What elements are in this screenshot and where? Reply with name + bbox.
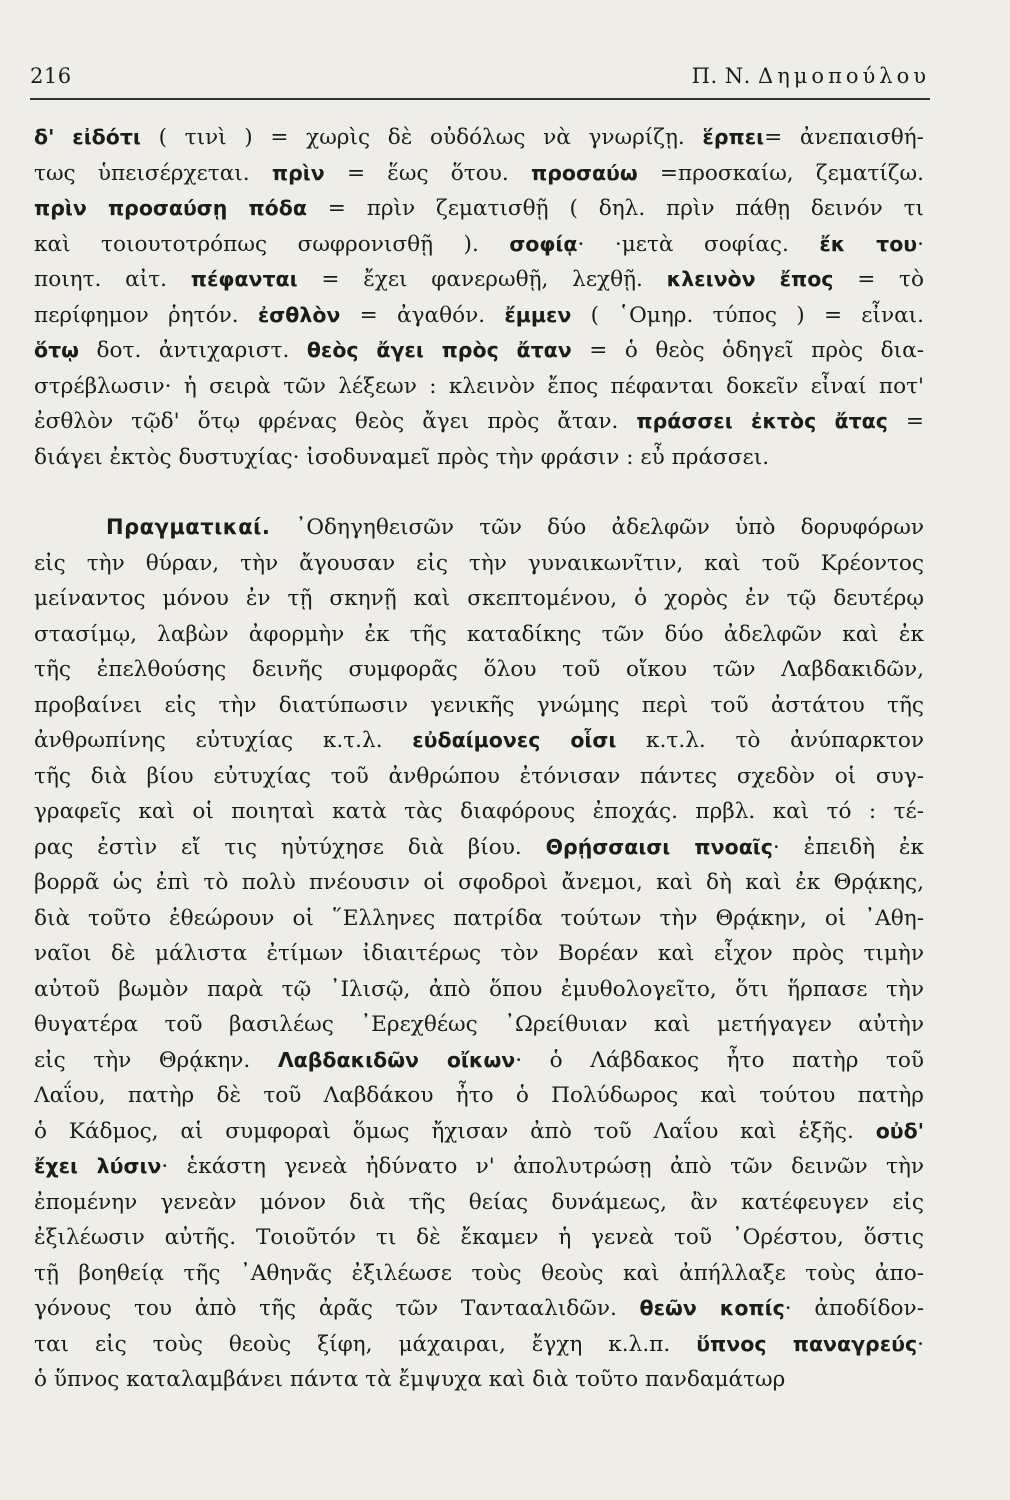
text-run: ρας ἐστὶν εἴ τις ηὐτύχησε διὰ βίου. [34,834,546,860]
text-run: ται εἰς τοὺς θεοὺς ξίφη, μάχαιραι, ἔγχη κ.λ.π. [34,1331,697,1357]
text-run: τῆς διὰ βίου εὐτυχίας τοῦ ἀνθρώπου ἐτόνισαν πάντες σχεδὸν οἱ συγ- [34,763,924,789]
text-run: ναῖοι δὲ μάλιστα ἐτίμων ἰδιαιτέρως τὸν Βορέαν καὶ εἶχον πρὸς τιμὴν [34,941,924,966]
lemma-term: πράσσει ἐκτὸς ἄτας [636,409,888,433]
text-run: = ὁ θεὸς ὁδηγεῖ πρὸς δια- [571,338,924,363]
text-run: εἰς τὴν Θρᾴκην. [34,1047,278,1073]
text-run: · ἑκάστη γενεὰ ἠδύνατο ν' ἀπολυτρώσῃ ἀπὸ τῶν δεινῶν τὴν [161,1154,924,1179]
text-line [34,901,924,937]
text-run: θυγατέρα τοῦ βασιλέως ᾿Ερεχθέως ᾿Ωρείθυιαν καὶ μετήγαγεν αὐτὴν [34,1012,924,1037]
text-run: γραφεῖς καὶ οἱ ποιηταὶ κατὰ τὰς διαφόρους ἐποχάς. πρβλ. καὶ τό : τέ- [34,799,924,824]
author-initials: Π. Ν. [691,64,751,88]
text-run: · ὁ Λάβδακος ἦτο πατὴρ τοῦ [515,1047,924,1073]
paragraph-gap [34,475,924,510]
text-line [34,1043,924,1079]
text-run: μείναντος μόνου ἐν τῇ σκηνῇ καὶ σκεπτομένου, ὁ χορὸς ἐν τῷ δευτέρῳ [34,586,924,611]
text-line [34,1149,924,1185]
paragraph-glossary [34,120,924,475]
text-run: =προσκαίω, ζεματίζω. [637,160,924,186]
text-line [34,1007,924,1043]
text-run: · ἀποδίδον- [784,1296,924,1321]
text-run: ᾿Οδηγηθεισῶν τῶν δύο ἀδελφῶν ὑπὸ δορυφόρων [270,515,924,540]
text-run: κ.τ.λ. τὸ ἀνύπαρκτον [616,728,924,753]
text-line [34,1362,924,1398]
page-body [34,120,924,1398]
text-run: ( ῾Ομηρ. τύπος ) = εἶναι. [571,302,924,328]
text-run: περίφημον ῥητόν. [34,302,258,328]
text-run: = [887,409,924,434]
text-run: = τὸ [833,267,924,292]
text-run: τῇ βοηθείᾳ τῆς ᾿Αθηνᾶς ἐξιλέωσε τοὺς θεοὺς καὶ ἀπήλλαξε τοὺς ἀπο- [34,1260,924,1286]
text-run: ἐσθλὸν τῷδ' ὅτῳ φρένας θεὸς ἄγει πρὸς ἄταν. [34,409,637,434]
text-line [34,404,924,440]
lemma-term: εὐδαίμονες οἷσι [412,728,617,752]
text-line [34,865,924,901]
text-line [34,652,924,688]
lemma-term: πρὶν [271,160,325,185]
author-name: Δημοπούλου [758,64,930,88]
lemma-term: ἔκ του [819,231,918,256]
text-run: · [917,231,924,257]
text-run: δοτ. ἀντιχαριστ. [78,338,307,363]
text-run: προβαίνει εἰς τὴν διατύπωσιν γενικῆς γνώμης περὶ τοῦ ἀστάτου τῆς [34,692,924,718]
text-run: αὐτοῦ βωμὸν παρὰ τῷ ᾿Ιλισῷ, ἀπὸ ὅπου ἐμυθολογεῖτο, ὅτι ἥρπασε τὴν [34,976,924,1002]
text-line [34,1256,924,1292]
text-run: · ἐπειδὴ ἐκ [772,834,924,860]
text-run: ποιητ. αἰτ. [34,267,191,292]
text-run: · ·μετὰ σοφίας. [577,231,820,257]
text-line [34,440,924,476]
text-run: ( τινὶ ) = χωρὶς δὲ οὐδόλως νὰ γνωρίζῃ. [140,125,703,150]
text-line [34,723,924,759]
text-run: τῆς ἐπελθούσης δεινῆς συμφορᾶς ὅλου τοῦ οἴκου τῶν Λαβδακιδῶν, [34,657,924,682]
text-run: Λαΐου, πατὴρ δὲ τοῦ Λαβδάκου ἦτο ὁ Πολύδωρος καὶ τούτου πατὴρ [34,1083,924,1108]
lemma-term: θεῶν κοπίς [639,1296,785,1320]
lemma-term: κλεινὸν ἔπος [666,267,834,291]
text-run: ὁ Κάδμος, αἱ συμφοραὶ ὅμως ἤχισαν ἀπὸ τοῦ Λαΐου καὶ ἑξῆς. [34,1118,876,1144]
text-run: γόνους του ἀπὸ τῆς ἀρᾶς τῶν Ταντααλιδῶν. [34,1296,640,1321]
text-line [34,617,924,653]
lemma-term: ἔμμεν [504,302,572,327]
text-line [34,120,924,156]
lemma-term: πέφανται [190,267,298,291]
page-number: 216 [30,64,72,88]
lemma-term: ὕπνος παναγρεύς [696,1331,918,1356]
page-header [30,64,930,100]
text-line [34,262,924,298]
text-line [34,191,924,227]
lemma-term: ὅτῳ [34,338,79,362]
lemma-term: ἔχει λύσιν [34,1154,162,1178]
text-run: στασίμῳ, λαβὼν ἀφορμὴν ἐκ τῆς καταδίκης τῶν δύο ἀδελφῶν καὶ ἐκ [34,621,924,647]
text-line [34,972,924,1008]
lemma-term: πρὶν προσαύσῃ πόδα [34,196,307,220]
text-run: βορρᾶ ὡς ἐπὶ τὸ πολὺ πνέουσιν οἱ σφοδροὶ ἄνεμοι, καὶ δὴ καὶ ἐκ Θρᾴκης, [34,870,924,895]
text-run: = ἀγαθόν. [340,302,505,328]
text-line [34,581,924,617]
paragraph-pragmatikai [34,510,924,1398]
lemma-term: θεὸς ἄγει πρὸς ἄταν [306,338,572,362]
text-run: ἐπομένην γενεὰν μόνον διὰ τῆς θείας δυνάμεως, ἂν κατέφευγεν εἰς [34,1189,924,1215]
text-line [34,794,924,830]
text-run: = ἔχει φανερωθῇ, λεχθῇ. [297,267,667,292]
text-run: ὁ ὕπνος καταλαμβάνει πάντα τὰ ἔμψυχα καὶ διὰ τοῦτο πανδαμάτωρ [34,1367,786,1392]
text-line [34,830,924,866]
lemma-term: δ' εἰδότι [34,125,141,149]
text-line [34,688,924,724]
section-heading: Πραγματικαί. [106,515,271,539]
text-line [34,333,924,369]
text-line [34,1078,924,1114]
text-run: = ἕως ὅτου. [324,160,531,186]
text-line [34,227,924,263]
text-run: ἀνθρωπίνης εὐτυχίας κ.τ.λ. [34,728,413,753]
lemma-term: οὐδ' [875,1118,924,1143]
text-line [34,936,924,972]
lemma-term: προσαύω [531,160,638,185]
text-line [34,1114,924,1150]
text-line [34,1291,924,1327]
text-run: ἐξιλέωσιν αὐτῆς. Τοιοῦτόν τι δὲ ἔκαμεν ἡ γενεὰ τοῦ ᾿Ορέστου, ὅστις [34,1225,924,1250]
text-line [34,510,924,546]
text-line [34,298,924,334]
text-run: διὰ τοῦτο ἐθεώρουν οἱ ῞Ελληνες πατρίδα τούτων τὴν Θρᾴκην, οἱ ᾿Αθη- [34,905,924,931]
text-line [34,1185,924,1221]
lemma-term: σοφίᾳ [509,231,578,256]
text-run: · [917,1331,924,1357]
text-run: καὶ τοιουτοτρόπως σωφρονισθῇ ). [34,231,510,257]
text-line [34,759,924,795]
text-line [34,546,924,582]
lemma-term: Λαβδακιδῶν οἴκων [277,1047,516,1072]
lemma-term: ἐσθλὸν [257,302,341,327]
text-line [34,369,924,405]
text-run: = ἀνεπαισθή- [764,125,924,150]
lemma-term: Θρῄσσαισι πνοαῖς [545,834,773,859]
text-line [34,156,924,192]
text-run: τως ὑπεισέρχεται. [34,160,272,186]
text-run: στρέβλωσιν· ἡ σειρὰ τῶν λέξεων : κλεινὸν ἔπος πέφανται δοκεῖν εἶναί ποτ' [34,373,924,399]
text-run: = πρὶν ζεματισθῇ ( δηλ. πρὶν πάθῃ δεινόν τι [306,196,924,221]
text-run: διάγει ἐκτὸς δυστυχίας· ἰσοδυναμεῖ πρὸς τὴν φράσιν : εὖ πράσσει. [34,444,770,470]
text-line [34,1220,924,1256]
lemma-term: ἕρπει [702,125,765,149]
text-run: εἰς τὴν θύραν, τὴν ἄγουσαν εἰς τὴν γυναικωνῖτιν, καὶ τοῦ Κρέοντος [34,550,924,576]
running-head [692,64,930,88]
text-line [34,1327,924,1363]
